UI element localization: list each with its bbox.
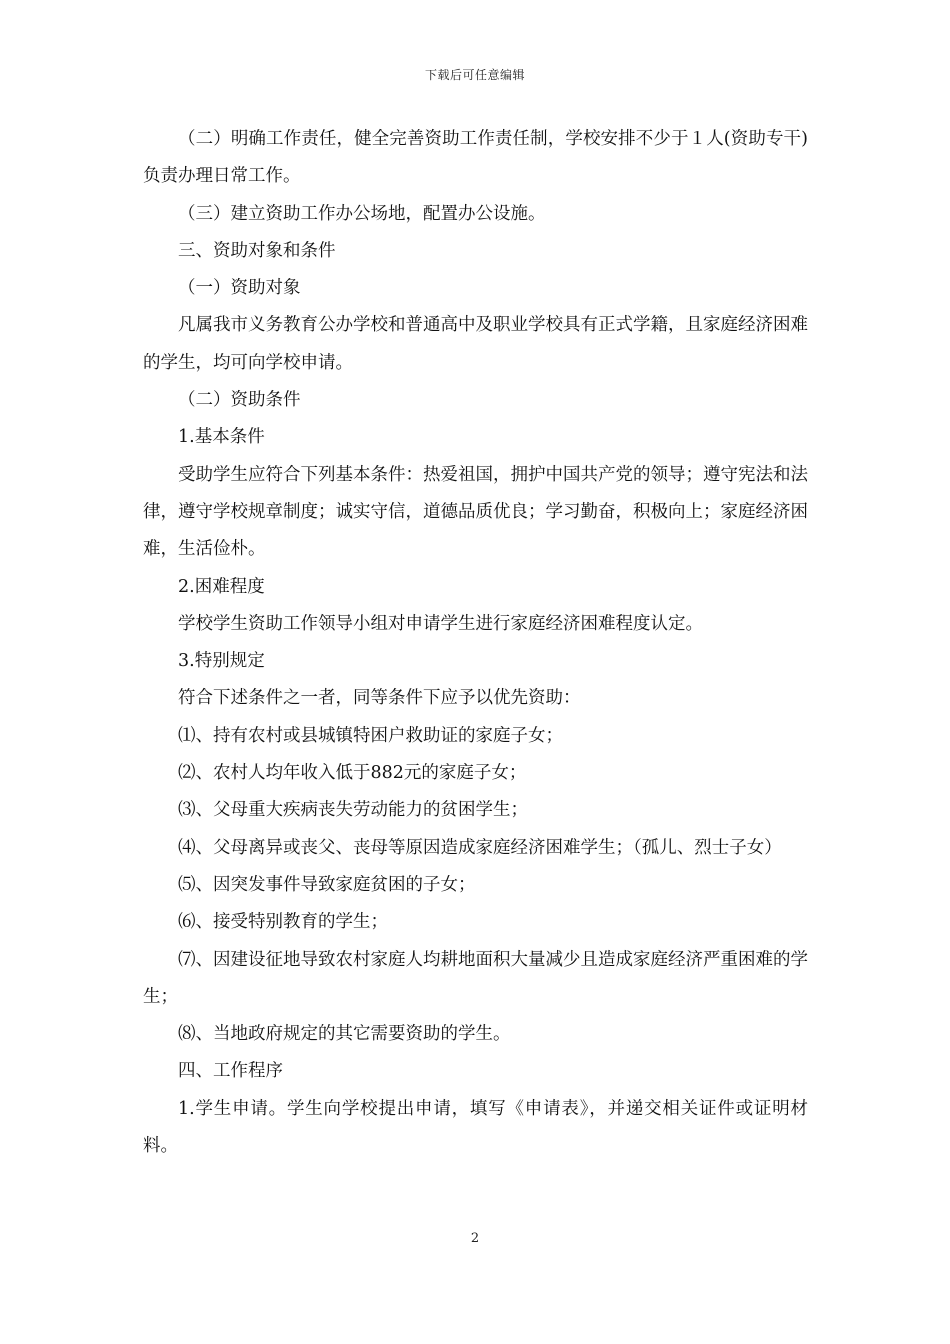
page-number: 2: [470, 1231, 480, 1246]
section-heading: 四、工作程序: [178, 1061, 283, 1082]
paragraph: 学校学生资助工作领导小组对申请学生进行家庭经济困难程度认定。: [178, 613, 703, 634]
paragraph: 1.学生申请。学生向学校提出申请，填写《申请表》，并递交相关证件或证明材料。: [143, 1098, 808, 1157]
list-item: ⑶、父母重大疾病丧失劳动能力的贫困学生；: [178, 800, 528, 821]
document-body: [143, 121, 808, 1165]
subsection-heading: （一）资助对象: [178, 278, 301, 299]
paragraph: （二）明确工作责任，健全完善资助工作责任制，学校安排不少于１人(资助专干)负责办理日常工作。: [143, 129, 808, 187]
list-item: ⑵、农村人均年收入低于882元的家庭子女；: [178, 763, 527, 784]
item-heading: 3.特别规定: [178, 651, 265, 672]
subsection-heading: （二）资助条件: [178, 390, 301, 411]
list-item: ⑸、因突发事件导致家庭贫困的子女；: [178, 874, 476, 895]
paragraph: （三）建立资助工作办公场地，配置办公设施。: [178, 203, 546, 224]
item-heading: 2.困难程度: [178, 576, 265, 597]
paragraph: 符合下述条件之一者，同等条件下应予以优先资助：: [178, 688, 581, 709]
list-item: ⑴、持有农村或县城镇特困户救助证的家庭子女；: [178, 725, 563, 746]
list-item: ⑹、接受特别教育的学生；: [178, 912, 388, 933]
list-item: ⑷、父母离异或丧父、丧母等原因造成家庭经济困难学生；（孤儿、烈士子女）: [178, 837, 782, 858]
paragraph: 凡属我市义务教育公办学校和普通高中及职业学校具有正式学籍，且家庭经济困难的学生，均可向学校申请。: [143, 315, 808, 373]
section-heading: 三、资助对象和条件: [178, 240, 336, 261]
item-heading: 1.基本条件: [178, 427, 265, 448]
page-header: 下载后可任意编辑: [424, 68, 525, 82]
list-item: ⑺、因建设征地导致农村家庭人均耕地面积大量减少且造成家庭经济严重困难的学生；: [143, 949, 808, 1007]
paragraph: 受助学生应符合下列基本条件：热爱祖国，拥护中国共产党的领导；遵守宪法和法律，遵守学校规章制度；诚实守信，道德品质优良；学习勤奋，积极向上；家庭经济困难，生活俭朴。: [143, 464, 808, 560]
list-item: ⑻、当地政府规定的其它需要资助的学生。: [178, 1024, 511, 1045]
